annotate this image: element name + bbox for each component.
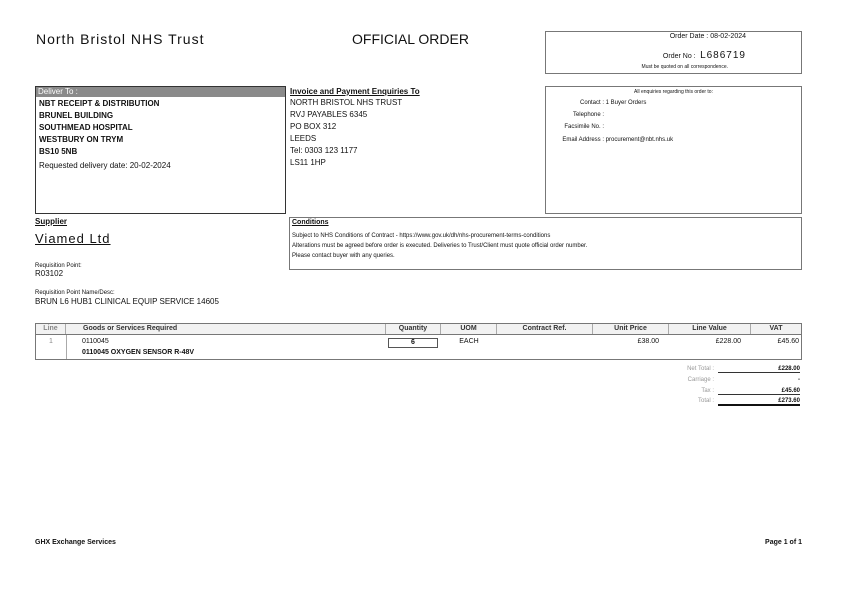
row-code: 0110045 [82,338,109,345]
tax-label: Tax : [701,388,714,394]
enquiries-box [545,86,802,214]
requested-delivery-label: Requested delivery date: [39,161,128,170]
col-unit-price: Unit Price [593,324,669,334]
col-uom: UOM [441,324,497,334]
invoice-line: NORTH BRISTOL NHS TRUST [290,98,403,107]
deliver-line: BRUNEL BUILDING [39,111,114,120]
email-row [546,137,801,143]
facsimile-label: Facsimile No. : [564,124,604,130]
total-label: Total : [697,398,714,404]
conditions-box [289,217,802,270]
requested-delivery [39,161,171,170]
net-total: £228.00 [718,366,800,373]
enquiries-note: All enquiries regarding this order to: [634,89,713,95]
col-vat: VAT [769,325,783,332]
invoice-section [290,86,540,214]
col-line: Line [36,324,66,334]
invoice-heading: Invoice and Payment Enquiries To [290,87,420,96]
req-point-name-label: Requisition Point Name/Desc: [35,290,115,296]
page-number: Page 1 of 1 [765,539,802,546]
order-date-label: Order Date : [669,33,709,40]
totals-section [640,365,802,409]
req-point-label: Requisition Point: [35,263,82,269]
req-point: R03102 [35,269,64,278]
order-info-box [545,31,802,74]
total: £273.60 [718,398,800,406]
col-goods: Goods or Services Required [66,324,386,334]
telephone-row [546,112,801,118]
table-header [36,324,801,335]
row-uom: EACH [459,338,479,345]
conditions-line: Please contact buyer with any queries. [292,253,395,259]
table-row [36,335,801,359]
email-value: procurement@nbt.nhs.uk [605,137,674,143]
tax: £45.60 [718,388,800,395]
order-no-row [566,45,746,63]
contact-value: 1 Buyer Orders [605,100,647,106]
invoice-line: LEEDS [290,134,317,143]
contact-label: Contact : [579,100,604,106]
correspondence-note: Must be quoted on all correspondence. [641,64,728,70]
col-quantity: Quantity [386,324,441,334]
net-total-label: Net Total : [687,366,714,372]
row-unit-price: £38.00 [637,338,659,345]
requested-delivery-date: 20-02-2024 [129,161,171,170]
trust-name: North Bristol NHS Trust [36,31,205,47]
facsimile-row [546,124,801,130]
row-vat: £45.60 [777,338,799,345]
page-title: OFFICIAL ORDER [352,31,469,47]
conditions-line: Subject to NHS Conditions of Contract - https://www.gov.uk/dh/nhs-procurement-terms-conditions [292,233,551,239]
deliver-line: NBT RECEIPT & DISTRIBUTION [39,99,160,108]
footer-left: GHX Exchange Services [35,539,116,546]
col-contract: Contract Ref. [497,324,593,334]
order-date: 08-02-2024 [710,33,746,40]
invoice-line: RVJ PAYABLES 6345 [290,110,368,119]
carriage: - [798,377,800,383]
row-quantity: 6 [388,338,438,348]
row-line: 1 [49,338,53,345]
conditions-heading: Conditions [292,219,329,226]
telephone-label: Telephone : [572,112,604,118]
deliver-to-box [35,86,286,214]
row-description: 0110045 OXYGEN SENSOR R-48V [82,349,195,356]
order-no-label: Order No : [662,53,696,60]
contact-row [546,100,801,106]
supplier-name: Viamed Ltd [35,231,111,246]
carriage-label: Carriage : [687,377,714,383]
row-line-value: £228.00 [715,338,741,345]
order-date-row [566,33,746,40]
invoice-line: LS11 1HP [290,158,326,167]
req-point-name: BRUN L6 HUB1 CLINICAL EQUIP SERVICE 14605 [35,297,219,306]
invoice-line: Tel: 0303 123 1177 [290,146,358,155]
invoice-address [290,97,540,169]
items-table [35,323,802,360]
email-label: Email Address : [562,137,604,143]
invoice-line: PO BOX 312 [290,122,337,131]
conditions-text [292,231,587,261]
supplier-section [35,217,285,246]
deliver-line: WESTBURY ON TRYM [39,135,124,144]
conditions-line: Alterations must be agreed before order is executed. Deliveries to Trust/Client must quote official order number. [292,243,588,249]
deliver-line: SOUTHMEAD HOSPITAL [39,123,133,132]
col-line-value: Line Value [669,324,751,334]
order-no: L686719 [700,50,746,61]
deliver-address [39,98,159,158]
deliver-line: BS10 5NB [39,147,78,156]
supplier-heading: Supplier [35,217,68,226]
deliver-to-heading: Deliver To : [36,87,285,97]
